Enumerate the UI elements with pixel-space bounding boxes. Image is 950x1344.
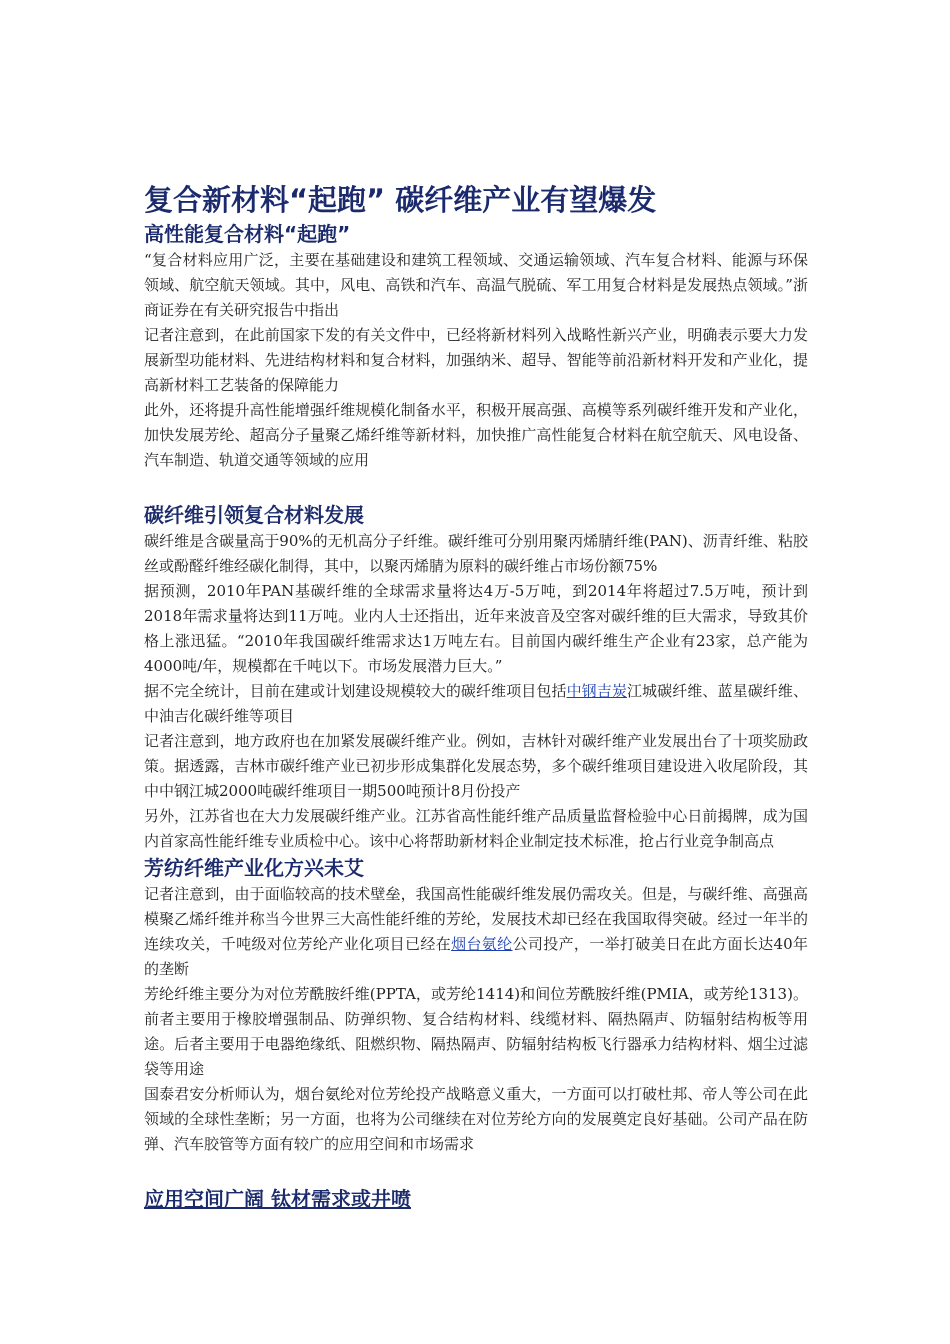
- paragraph: 另外，江苏省也在大力发展碳纤维产业。江苏省高性能纤维产品质量监督检验中心日前揭牌，成为国内首家高性能纤维专业质检中心。该中心将帮助新材料企业制定技术标准，抢占行业竞争制高点: [144, 807, 808, 850]
- article-title: 复合新材料“起跑” 碳纤维产业有望爆发: [144, 183, 657, 217]
- section-heading-carbon-fiber: 碳纤维引领复合材料发展: [144, 503, 364, 527]
- paragraph-text: 公司投产，一举打破美日在此方面长达40年的垄断: [144, 935, 808, 978]
- section-heading-titanium[interactable]: 应用空间广阔 钛材需求或井喷: [144, 1187, 411, 1211]
- section-heading-aramid: 芳纺纤维产业化方兴未艾: [144, 856, 364, 880]
- paragraph-text: 据不完全统计，目前在建或计划建设规模较大的碳纤维项目包括: [144, 682, 567, 700]
- paragraph: 记者注意到，地方政府也在加紧发展碳纤维产业。例如，吉林针对碳纤维产业发展出台了十项奖励政策。据透露，吉林市碳纤维产业已初步形成集群化发展态势，多个碳纤维项目建设进入收尾阶段，其中中钢江城2000吨碳纤维项目一期500吨预计8月份投产: [144, 732, 808, 800]
- article: [144, 180, 808, 1213]
- company-link-zhonggang-jitan[interactable]: 中钢吉炭: [566, 682, 627, 700]
- paragraph-with-link: [144, 882, 808, 982]
- paragraph: “复合材料应用广泛，主要在基础建设和建筑工程领域、交通运输领域、汽车复合材料、能源与环保领域、航空航天领域。其中，风电、高铁和汽车、高温气脱硫、军工用复合材料是发展热点领域。”浙商证券在有关研究报告中指出: [144, 251, 808, 319]
- company-link-yantai-spandex[interactable]: 烟台氨纶: [451, 935, 513, 953]
- paragraph: 据预测，2010年PAN基碳纤维的全球需求量将达4万-5万吨，到2014年将超过7.5万吨，预计到2018年需求量将达到11万吨。业内人士还指出，近年来波音及空客对碳纤维的巨大需求，导致其价格上涨迅猛。“2010年我国碳纤维需求达1万吨左右。目前国内碳纤维生产企业有23家，总产能为4000吨/年，规模都在千吨以下。市场发展潜力巨大。”: [144, 582, 808, 675]
- paragraph: 芳纶纤维主要分为对位芳酰胺纤维(PPTA，或芳纶1414)和间位芳酰胺纤维(PMIA，或芳纶1313)。前者主要用于橡胶增强制品、防弹织物、复合结构材料、线缆材料、隔热隔声、防辐射结构板等用途。后者主要用于电器绝缘纸、阻燃织物、隔热隔声、防辐射结构板飞行器承力结构材料、烟尘过滤袋等用途: [144, 985, 808, 1078]
- paragraph: 记者注意到，在此前国家下发的有关文件中，已经将新材料列入战略性新兴产业，明确表示要大力发展新型功能材料、先进结构材料和复合材料，加强纳米、超导、智能等前沿新材料开发和产业化，提高新材料工艺装备的保障能力: [144, 326, 808, 394]
- paragraph-text: 江城碳纤维、蓝星碳纤维、中油吉化碳纤维等项目: [144, 682, 808, 725]
- paragraph: 国泰君安分析师认为，烟台氨纶对位芳纶投产战略意义重大，一方面可以打破杜邦、帝人等公司在此领域的全球性垄断；另一方面，也将为公司继续在对位芳纶方向的发展奠定良好基础。公司产品在防弹、汽车胶管等方面有较广的应用空间和市场需求: [144, 1085, 808, 1153]
- paragraph-with-link: [144, 679, 808, 729]
- section-heading-composite: 高性能复合材料“起跑”: [144, 222, 351, 246]
- paragraph: 此外，还将提升高性能增强纤维规模化制备水平，积极开展高强、高模等系列碳纤维开发和产业化，加快发展芳纶、超高分子量聚乙烯纤维等新材料，加快推广高性能复合材料在航空航天、风电设备、汽车制造、轨道交通等领域的应用: [144, 401, 808, 469]
- paragraph-text: 记者注意到，由于面临较高的技术壁垒，我国高性能碳纤维发展仍需攻关。但是，与碳纤维、高强高模聚乙烯纤维并称当今世界三大高性能纤维的芳纶，发展技术却已经在我国取得突破。经过一年半的连续攻关，千吨级对位芳纶产业化项目已经在: [144, 885, 808, 953]
- paragraph: 碳纤维是含碳量高于90%的无机高分子纤维。碳纤维可分别用聚丙烯腈纤维(PAN)、沥青纤维、粘胶丝或酚醛纤维经碳化制得，其中，以聚丙烯腈为原料的碳纤维占市场份额75%: [144, 532, 808, 575]
